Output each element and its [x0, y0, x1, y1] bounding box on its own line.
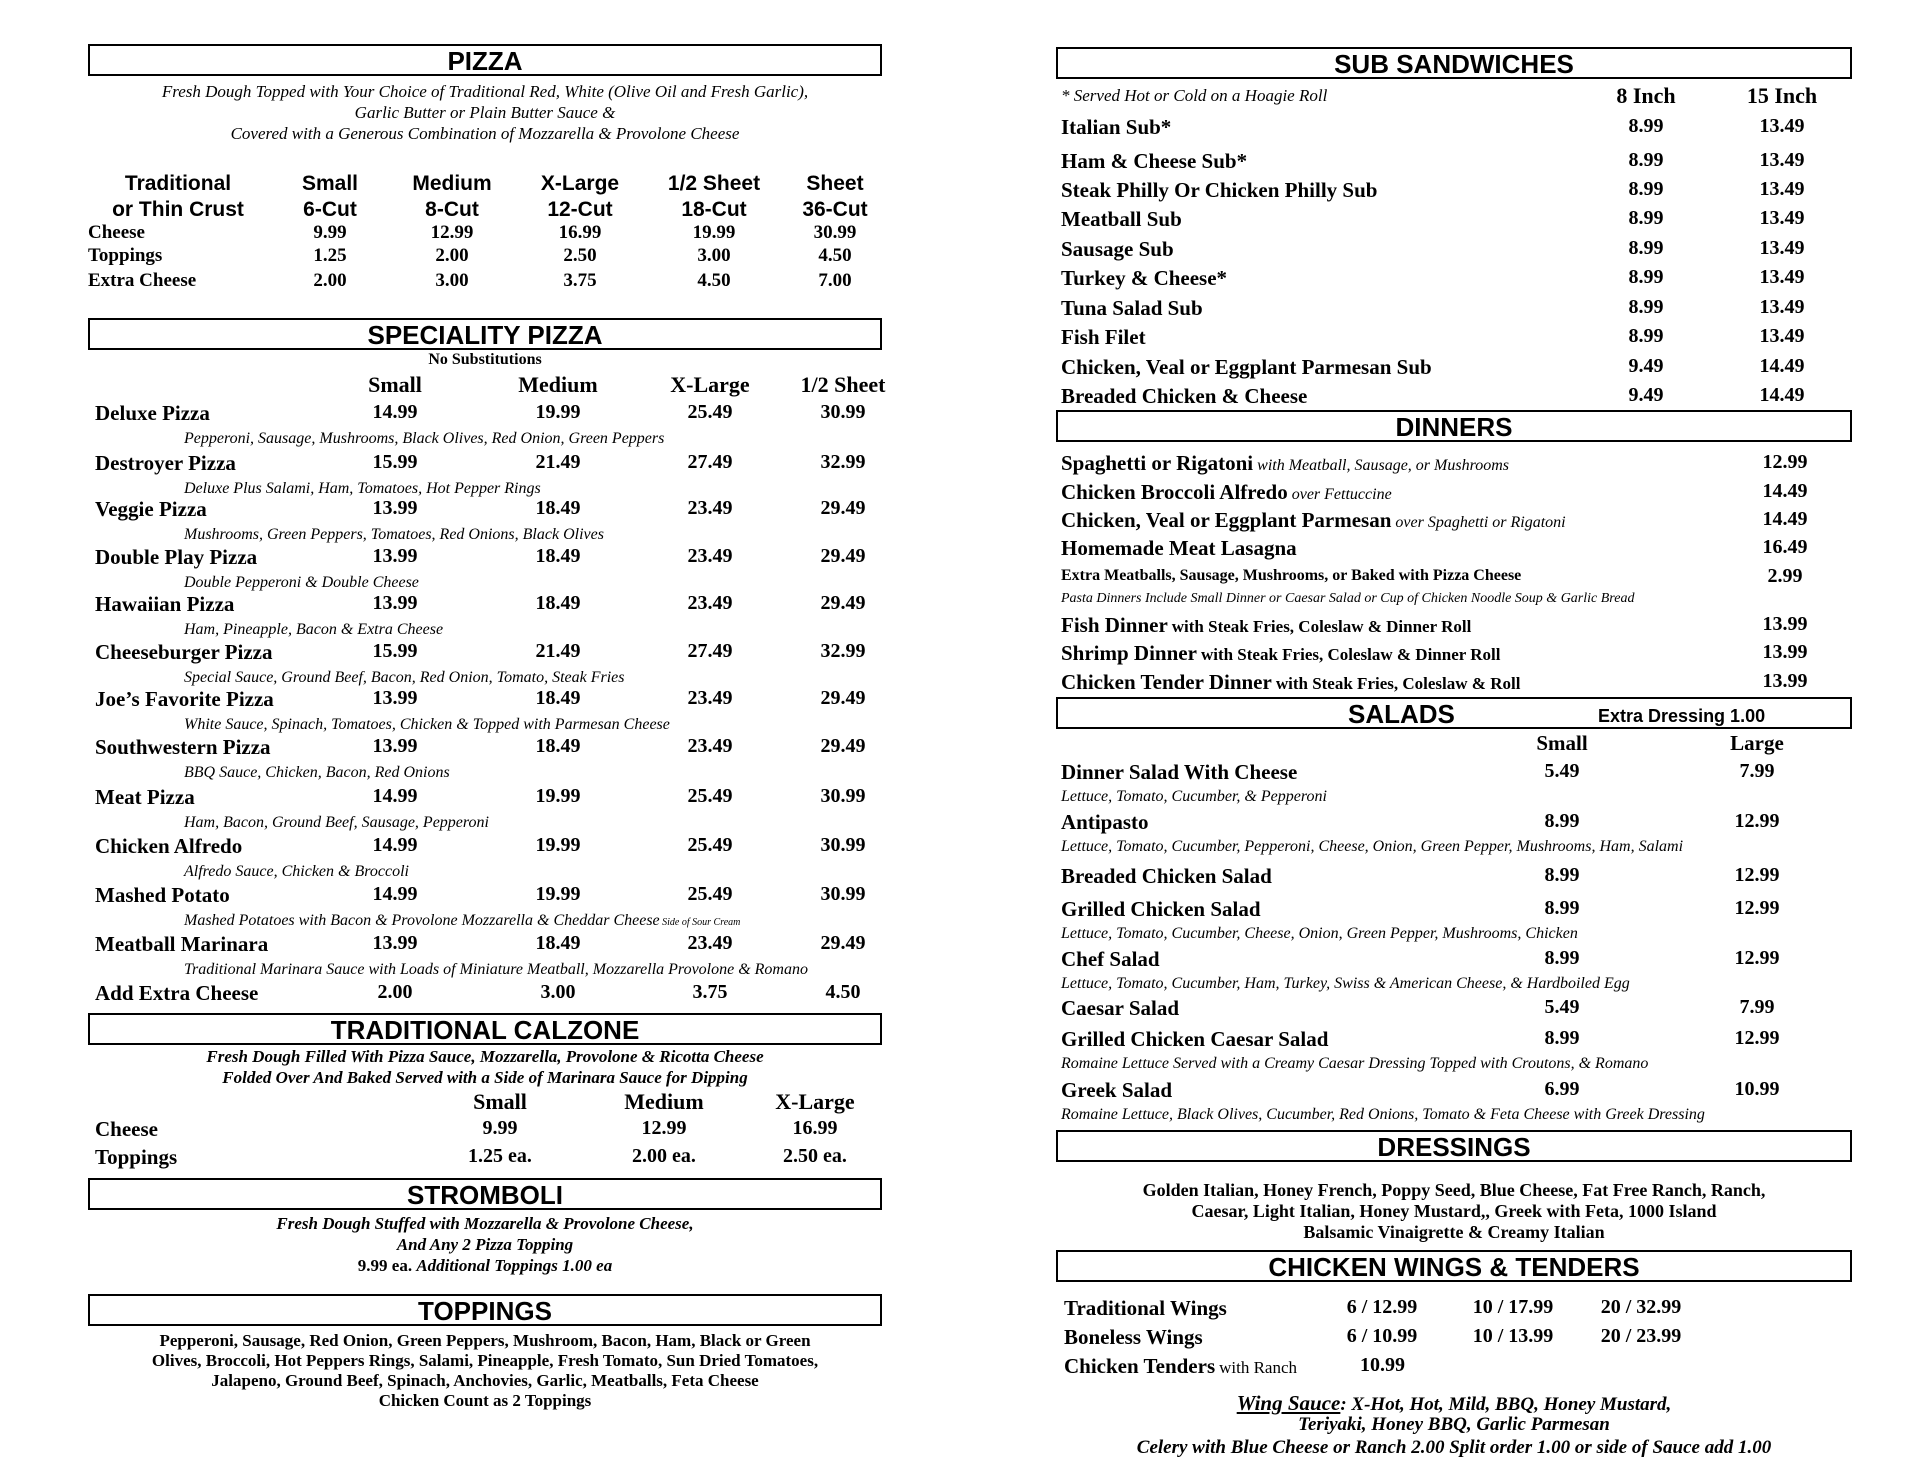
calzone-price: 2.50 ea.	[783, 1145, 847, 1167]
sub-price: 13.49	[1759, 325, 1805, 347]
toppings-line: Jalapeno, Ground Beef, Spinach, Anchovies, Garlic, Meatballs, Feta Cheese	[211, 1371, 759, 1390]
speciality-item-name: Meat Pizza	[95, 785, 195, 809]
pizza-size-header: 36-Cut	[802, 198, 868, 221]
wing-sauce-line	[1056, 1391, 1852, 1416]
wings-item-detail: with Ranch	[1219, 1358, 1298, 1377]
pizza-size-header: Medium	[412, 172, 492, 195]
calzone-row-name: Toppings	[95, 1145, 178, 1169]
speciality-price: 29.49	[820, 592, 866, 614]
speciality-price: 29.49	[820, 545, 866, 567]
salad-item-description: Lettuce, Tomato, Cucumber, Cheese, Onion, Green Pepper, Mushrooms, Chicken	[1061, 925, 1578, 942]
speciality-price: 13.99	[372, 687, 418, 709]
pizza-price: 4.50	[818, 245, 852, 266]
sub-price: 13.49	[1759, 178, 1805, 200]
wings-header: CHICKEN WINGS & TENDERS	[1056, 1250, 1852, 1282]
salad-item-description: Lettuce, Tomato, Cucumber, Ham, Turkey, Swiss & American Cheese, & Hardboiled Egg	[1061, 975, 1630, 992]
pizza-price: 9.99	[313, 222, 347, 243]
speciality-item-description: Alfredo Sauce, Chicken & Broccoli	[184, 863, 409, 880]
dinner-item	[1061, 480, 1392, 505]
speciality-item-name: Meatball Marinara	[95, 932, 269, 956]
pizza-price: 12.99	[430, 222, 474, 243]
speciality-price: 27.49	[687, 640, 733, 662]
dressings-line: Balsamic Vinaigrette & Creamy Italian	[1303, 1222, 1605, 1242]
speciality-item-name: Double Play Pizza	[95, 545, 258, 569]
pizza-size-header: Traditional	[124, 172, 232, 195]
dinner-item-detail: with Steak Fries, Coleslaw & Dinner Roll	[1171, 617, 1472, 636]
speciality-size-header: Medium	[518, 372, 598, 397]
sub-price: 8.99	[1628, 296, 1664, 318]
pizza-price: 16.99	[558, 222, 602, 243]
salad-item-description: Romaine Lettuce Served with a Creamy Caesar Dressing Topped with Croutons, & Romano	[1061, 1055, 1649, 1072]
wings-row	[1064, 1296, 1227, 1321]
speciality-price: 14.99	[372, 834, 418, 856]
dinner-price: 14.49	[1762, 508, 1808, 530]
dinner-item	[1061, 451, 1509, 476]
speciality-price: 14.99	[372, 785, 418, 807]
wings-price: 6 / 10.99	[1346, 1325, 1418, 1347]
calzone-price: 1.25 ea.	[468, 1145, 532, 1167]
wings-price: 20 / 23.99	[1600, 1325, 1682, 1347]
stromboli-price: 9.99 ea.	[357, 1256, 413, 1275]
speciality-price: 30.99	[820, 401, 866, 423]
dinner-item	[1061, 508, 1566, 533]
speciality-price: 19.99	[535, 834, 581, 856]
speciality-item-name: Mashed Potato	[95, 883, 230, 907]
speciality-price: 18.49	[535, 592, 581, 614]
salad-price: 12.99	[1734, 897, 1780, 919]
wings-price: 10 / 13.99	[1472, 1325, 1554, 1347]
pizza-size-header: Sheet	[806, 172, 864, 195]
speciality-price: 32.99	[820, 451, 866, 473]
sub-price: 14.49	[1759, 384, 1805, 406]
pizza-price: 2.50	[563, 245, 597, 266]
calzone-description-line: Fresh Dough Filled With Pizza Sauce, Mozzarella, Provolone & Ricotta Cheese	[206, 1047, 764, 1066]
salad-price: 12.99	[1734, 864, 1780, 886]
speciality-price: 21.49	[535, 451, 581, 473]
speciality-price: 30.99	[820, 785, 866, 807]
salads-title: SALADS	[1348, 699, 1455, 729]
pizza-size-header: 8-Cut	[425, 198, 479, 221]
wing-sauce-list: : X-Hot, Hot, Mild, BBQ, Honey Mustard,	[1340, 1394, 1672, 1415]
sub-price: 13.49	[1759, 237, 1805, 259]
speciality-header: SPECIALITY PIZZA	[88, 318, 882, 350]
speciality-item-description: Special Sauce, Ground Beef, Bacon, Red Onion, Tomato, Steak Fries	[184, 669, 625, 686]
stromboli-description-line: And Any 2 Pizza Topping	[396, 1235, 574, 1254]
speciality-price: 29.49	[820, 497, 866, 519]
dinner-item-name: Chicken, Veal or Eggplant Parmesan	[1061, 508, 1392, 532]
pizza-price: 4.50	[697, 270, 731, 291]
speciality-price: 19.99	[535, 883, 581, 905]
salad-price: 7.99	[1739, 760, 1775, 782]
dressings-line: Caesar, Light Italian, Honey Mustard,, Greek with Feta, 1000 Island	[1191, 1201, 1717, 1221]
salad-price: 12.99	[1734, 1027, 1780, 1049]
dinner-item-name: Shrimp Dinner	[1061, 641, 1197, 665]
dinner-item-name: Homemade Meat Lasagna	[1061, 536, 1297, 560]
speciality-price: 15.99	[372, 640, 418, 662]
sub-item-name: Steak Philly Or Chicken Philly Sub	[1061, 178, 1378, 202]
speciality-item-name: Destroyer Pizza	[95, 451, 236, 475]
wings-price: 10.99	[1360, 1354, 1405, 1376]
speciality-item-description: BBQ Sauce, Chicken, Bacon, Red Onions	[184, 764, 450, 781]
celery-line: Celery with Blue Cheese or Ranch 2.00 Split order 1.00 or side of Sauce add 1.00	[1136, 1437, 1772, 1458]
pizza-row-name: Toppings	[88, 245, 163, 266]
dinners-header: DINNERS	[1056, 410, 1852, 442]
calzone-size-header: Medium	[624, 1089, 704, 1114]
speciality-note: No Substitutions	[428, 351, 542, 368]
wings-price: 20 / 32.99	[1600, 1296, 1682, 1318]
speciality-item-name: Cheeseburger Pizza	[95, 640, 273, 664]
speciality-price: 18.49	[535, 735, 581, 757]
pizza-description-line: Covered with a Generous Combination of Mozzarella & Provolone Cheese	[230, 124, 740, 143]
speciality-price: 18.49	[535, 687, 581, 709]
sub-price: 13.49	[1759, 266, 1805, 288]
dinner-price: 13.99	[1762, 613, 1808, 635]
dinner-item-detail: with Steak Fries, Coleslaw & Roll	[1275, 674, 1521, 693]
speciality-price: 3.00	[540, 981, 576, 1003]
speciality-price: 27.49	[687, 451, 733, 473]
speciality-item-name: Veggie Pizza	[95, 497, 207, 521]
pizza-price: 3.75	[563, 270, 597, 291]
dinner-item-name: Chicken Broccoli Alfredo	[1061, 480, 1288, 504]
salad-item-name: Antipasto	[1061, 810, 1149, 834]
speciality-item-description: Ham, Pineapple, Bacon & Extra Cheese	[184, 621, 444, 638]
speciality-item-description: Mashed Potatoes with Bacon & Provolone Mozzarella & Cheddar Cheese Side of Sour Cream	[184, 912, 741, 929]
sub-price: 8.99	[1628, 149, 1664, 171]
pizza-size-header: Small	[301, 172, 359, 195]
pizza-price: 3.00	[697, 245, 731, 266]
dinner-item-detail: over Fettuccine	[1291, 486, 1392, 503]
speciality-item-name: Hawaiian Pizza	[95, 592, 235, 616]
pizza-header: PIZZA	[88, 44, 882, 76]
speciality-price: 23.49	[687, 545, 733, 567]
dinner-item	[1061, 536, 1297, 561]
speciality-item-description: Deluxe Plus Salami, Ham, Tomatoes, Hot Pepper Rings	[184, 480, 541, 497]
speciality-price: 23.49	[687, 687, 733, 709]
pizza-row-name: Cheese	[88, 222, 145, 243]
pizza-size-header: X-Large	[540, 172, 620, 195]
speciality-item-description-small: Side of Sour Cream	[659, 917, 741, 928]
speciality-item-name: Chicken Alfredo	[95, 834, 243, 858]
pizza-price: 2.00	[435, 245, 469, 266]
sub-price: 8.99	[1628, 266, 1664, 288]
speciality-item-description: White Sauce, Spinach, Tomatoes, Chicken & Topped with Parmesan Cheese	[184, 716, 670, 733]
speciality-price: 14.99	[372, 883, 418, 905]
salad-item-description: Lettuce, Tomato, Cucumber, & Pepperoni	[1061, 788, 1327, 805]
stromboli-extra-toppings: Additional Toppings 1.00 ea	[416, 1256, 613, 1275]
speciality-price: 19.99	[535, 401, 581, 423]
salad-item-name: Chef Salad	[1061, 947, 1160, 971]
sub-price: 8.99	[1628, 178, 1664, 200]
pizza-price: 3.00	[435, 270, 469, 291]
calzone-price: 2.00 ea.	[632, 1145, 696, 1167]
sub-price: 8.99	[1628, 115, 1664, 137]
salads-header	[1056, 697, 1852, 729]
salads-extra-dressing: Extra Dressing 1.00	[1598, 706, 1766, 726]
speciality-price: 29.49	[820, 687, 866, 709]
dinner-item	[1061, 613, 1471, 638]
speciality-item-name: Add Extra Cheese	[95, 981, 259, 1005]
sub-price: 8.99	[1628, 325, 1664, 347]
speciality-size-header: 1/2 Sheet	[800, 372, 886, 397]
speciality-price: 4.50	[825, 981, 861, 1003]
salad-price: 12.99	[1734, 810, 1780, 832]
sub-price: 13.49	[1759, 149, 1805, 171]
salad-price: 7.99	[1739, 996, 1775, 1018]
dinner-price: 12.99	[1762, 451, 1808, 473]
speciality-price: 32.99	[820, 640, 866, 662]
calzone-header: TRADITIONAL CALZONE	[88, 1013, 882, 1045]
speciality-size-header: Small	[368, 372, 422, 397]
speciality-price: 25.49	[687, 785, 733, 807]
dinner-extras-text: Extra Meatballs, Sausage, Mushrooms, or Baked with Pizza Cheese	[1061, 567, 1522, 584]
dinner-price: 13.99	[1762, 670, 1808, 692]
calzone-price: 9.99	[482, 1117, 518, 1139]
salad-item-name: Grilled Chicken Caesar Salad	[1061, 1027, 1329, 1051]
pizza-description-line: Fresh Dough Topped with Your Choice of Traditional Red, White (Olive Oil and Fresh Garlic),	[161, 82, 809, 101]
stromboli-header: STROMBOLI	[88, 1178, 882, 1210]
speciality-price: 2.00	[377, 981, 413, 1003]
wings-item-name: Chicken Tenders	[1064, 1354, 1216, 1378]
wings-row	[1064, 1325, 1203, 1350]
salad-price: 6.99	[1544, 1078, 1580, 1100]
calzone-price: 12.99	[641, 1117, 687, 1139]
dinner-extras-price: 2.99	[1767, 565, 1803, 587]
dinner-item-detail: with Steak Fries, Coleslaw & Dinner Roll	[1200, 645, 1501, 664]
wing-sauce-label: Wing Sauce	[1236, 1391, 1341, 1415]
speciality-price: 25.49	[687, 401, 733, 423]
sub-item-name: Fish Filet	[1061, 325, 1146, 349]
dinner-item-name: Fish Dinner	[1061, 613, 1168, 637]
subs-size-header: 8 Inch	[1616, 83, 1676, 108]
sub-item-name: Tuna Salad Sub	[1061, 296, 1203, 320]
speciality-item-description: Mushrooms, Green Peppers, Tomatoes, Red Onions, Black Olives	[184, 526, 604, 543]
speciality-price: 13.99	[372, 735, 418, 757]
sub-item-name: Turkey & Cheese*	[1061, 266, 1228, 290]
speciality-price: 23.49	[687, 497, 733, 519]
pizza-description-line: Garlic Butter or Plain Butter Sauce &	[354, 103, 616, 122]
wings-price: 10 / 17.99	[1472, 1296, 1554, 1318]
wings-item-name: Traditional Wings	[1064, 1296, 1227, 1320]
dinner-item	[1061, 641, 1500, 666]
pizza-price: 7.00	[818, 270, 852, 291]
speciality-size-header: X-Large	[670, 372, 750, 397]
pizza-price: 2.00	[313, 270, 347, 291]
toppings-header: TOPPINGS	[88, 1294, 882, 1326]
dinner-item-name: Spaghetti or Rigatoni	[1061, 451, 1254, 475]
dinner-price: 14.49	[1762, 480, 1808, 502]
calzone-row-name: Cheese	[95, 1117, 158, 1141]
salad-item-description: Lettuce, Tomato, Cucumber, Pepperoni, Cheese, Onion, Green Pepper, Mushrooms, Ham, Salami	[1061, 838, 1684, 855]
sub-price: 8.99	[1628, 237, 1664, 259]
speciality-price: 15.99	[372, 451, 418, 473]
speciality-price: 30.99	[820, 883, 866, 905]
stromboli-description-line: Fresh Dough Stuffed with Mozzarella & Provolone Cheese,	[276, 1214, 694, 1233]
dinner-note: Pasta Dinners Include Small Dinner or Caesar Salad or Cup of Chicken Noodle Soup & Garlic Bread	[1061, 591, 1635, 606]
pizza-row-name: Extra Cheese	[88, 270, 197, 291]
dressings-line: Golden Italian, Honey French, Poppy Seed, Blue Cheese, Fat Free Ranch, Ranch,	[1142, 1180, 1766, 1200]
toppings-line: Olives, Broccoli, Hot Peppers Rings, Salami, Pineapple, Fresh Tomato, Sun Dried Tomatoes,	[151, 1351, 819, 1370]
speciality-item-description: Pepperoni, Sausage, Mushrooms, Black Olives, Red Onion, Green Peppers	[184, 430, 665, 447]
salad-price: 8.99	[1544, 864, 1580, 886]
sub-price: 13.49	[1759, 296, 1805, 318]
speciality-price: 30.99	[820, 834, 866, 856]
pizza-size-header: 12-Cut	[547, 198, 613, 221]
sub-item-name: Sausage Sub	[1061, 237, 1174, 261]
dinner-item-name: Chicken Tender Dinner	[1061, 670, 1272, 694]
subs-size-header: 15 Inch	[1746, 83, 1818, 108]
pizza-price: 30.99	[813, 222, 857, 243]
salad-price: 12.99	[1734, 947, 1780, 969]
pizza-price: 1.25	[313, 245, 347, 266]
salad-item-name: Grilled Chicken Salad	[1061, 897, 1261, 921]
salad-price: 8.99	[1544, 810, 1580, 832]
speciality-price: 25.49	[687, 834, 733, 856]
speciality-price: 18.49	[535, 545, 581, 567]
subs-header: SUB SANDWICHES	[1056, 47, 1852, 79]
speciality-price: 13.99	[372, 497, 418, 519]
calzone-description-line: Folded Over And Baked Served with a Side of Marinara Sauce for Dipping	[222, 1068, 748, 1087]
sub-item-name: Chicken, Veal or Eggplant Parmesan Sub	[1061, 355, 1432, 379]
speciality-price: 13.99	[372, 932, 418, 954]
salad-item-name: Caesar Salad	[1061, 996, 1180, 1020]
sub-price: 13.49	[1759, 207, 1805, 229]
pizza-size-header: or Thin Crust	[112, 198, 244, 221]
pizza-size-header: 6-Cut	[303, 198, 357, 221]
toppings-line: Pepperoni, Sausage, Red Onion, Green Peppers, Mushroom, Bacon, Ham, Black or Green	[159, 1331, 811, 1350]
calzone-size-header: X-Large	[775, 1089, 855, 1114]
speciality-price: 19.99	[535, 785, 581, 807]
salad-item-name: Greek Salad	[1061, 1078, 1173, 1102]
sub-item-name: Ham & Cheese Sub*	[1061, 149, 1248, 173]
dinner-item	[1061, 670, 1520, 695]
wings-item-name: Boneless Wings	[1064, 1325, 1203, 1349]
speciality-price: 3.75	[692, 981, 728, 1003]
pizza-size-header: 1/2 Sheet	[667, 172, 761, 195]
toppings-line: Chicken Count as 2 Toppings	[378, 1391, 592, 1410]
subs-note: * Served Hot or Cold on a Hoagie Roll	[1061, 86, 1328, 105]
pizza-price: 19.99	[692, 222, 736, 243]
salad-price: 10.99	[1734, 1078, 1780, 1100]
speciality-item-name: Deluxe Pizza	[95, 401, 210, 425]
dinner-item-detail: over Spaghetti or Rigatoni	[1395, 514, 1566, 531]
speciality-price: 18.49	[535, 497, 581, 519]
salad-price: 8.99	[1544, 1027, 1580, 1049]
pizza-size-header: 18-Cut	[681, 198, 747, 221]
speciality-item-description: Traditional Marinara Sauce with Loads of Miniature Meatball, Mozzarella Provolone & Romano	[184, 961, 808, 978]
sub-price: 9.49	[1628, 384, 1664, 406]
speciality-price: 23.49	[687, 592, 733, 614]
salad-item-name: Breaded Chicken Salad	[1061, 864, 1272, 888]
salad-price: 5.49	[1544, 996, 1580, 1018]
salads-size-header: Large	[1730, 731, 1784, 755]
wings-row	[1064, 1354, 1297, 1379]
speciality-item-description: Double Pepperoni & Double Cheese	[184, 574, 419, 591]
speciality-price: 18.49	[535, 932, 581, 954]
dinner-price: 13.99	[1762, 641, 1808, 663]
dinner-item-detail: with Meatball, Sausage, or Mushrooms	[1257, 457, 1509, 474]
sub-price: 9.49	[1628, 355, 1664, 377]
speciality-price: 21.49	[535, 640, 581, 662]
speciality-price: 14.99	[372, 401, 418, 423]
sub-item-name: Meatball Sub	[1061, 207, 1182, 231]
sub-price: 8.99	[1628, 207, 1664, 229]
salad-price: 5.49	[1544, 760, 1580, 782]
speciality-item-name: Southwestern Pizza	[95, 735, 271, 759]
dinner-price: 16.49	[1762, 536, 1808, 558]
sub-item-name: Breaded Chicken & Cheese	[1061, 384, 1308, 408]
wing-sauce-line-2: Teriyaki, Honey BBQ, Garlic Parmesan	[1298, 1414, 1610, 1435]
speciality-price: 23.49	[687, 735, 733, 757]
speciality-price: 29.49	[820, 735, 866, 757]
speciality-price: 29.49	[820, 932, 866, 954]
calzone-price: 16.99	[792, 1117, 838, 1139]
salad-item-name: Dinner Salad With Cheese	[1061, 760, 1298, 784]
sub-item-name: Italian Sub*	[1061, 115, 1172, 139]
dressings-header: DRESSINGS	[1056, 1130, 1852, 1162]
salads-size-header: Small	[1536, 731, 1588, 755]
salad-price: 8.99	[1544, 897, 1580, 919]
salad-price: 8.99	[1544, 947, 1580, 969]
sub-price: 13.49	[1759, 115, 1805, 137]
speciality-price: 13.99	[372, 545, 418, 567]
calzone-size-header: Small	[473, 1089, 527, 1114]
stromboli-price-line	[88, 1256, 882, 1276]
speciality-price: 23.49	[687, 932, 733, 954]
wings-price: 6 / 12.99	[1346, 1296, 1418, 1318]
speciality-price: 25.49	[687, 883, 733, 905]
speciality-item-name: Joe’s Favorite Pizza	[95, 687, 274, 711]
sub-price: 14.49	[1759, 355, 1805, 377]
speciality-item-description: Ham, Bacon, Ground Beef, Sausage, Pepperoni	[184, 814, 489, 831]
salad-item-description: Romaine Lettuce, Black Olives, Cucumber, Red Onions, Tomato & Feta Cheese with Greek Dressing	[1061, 1106, 1705, 1123]
speciality-price: 13.99	[372, 592, 418, 614]
